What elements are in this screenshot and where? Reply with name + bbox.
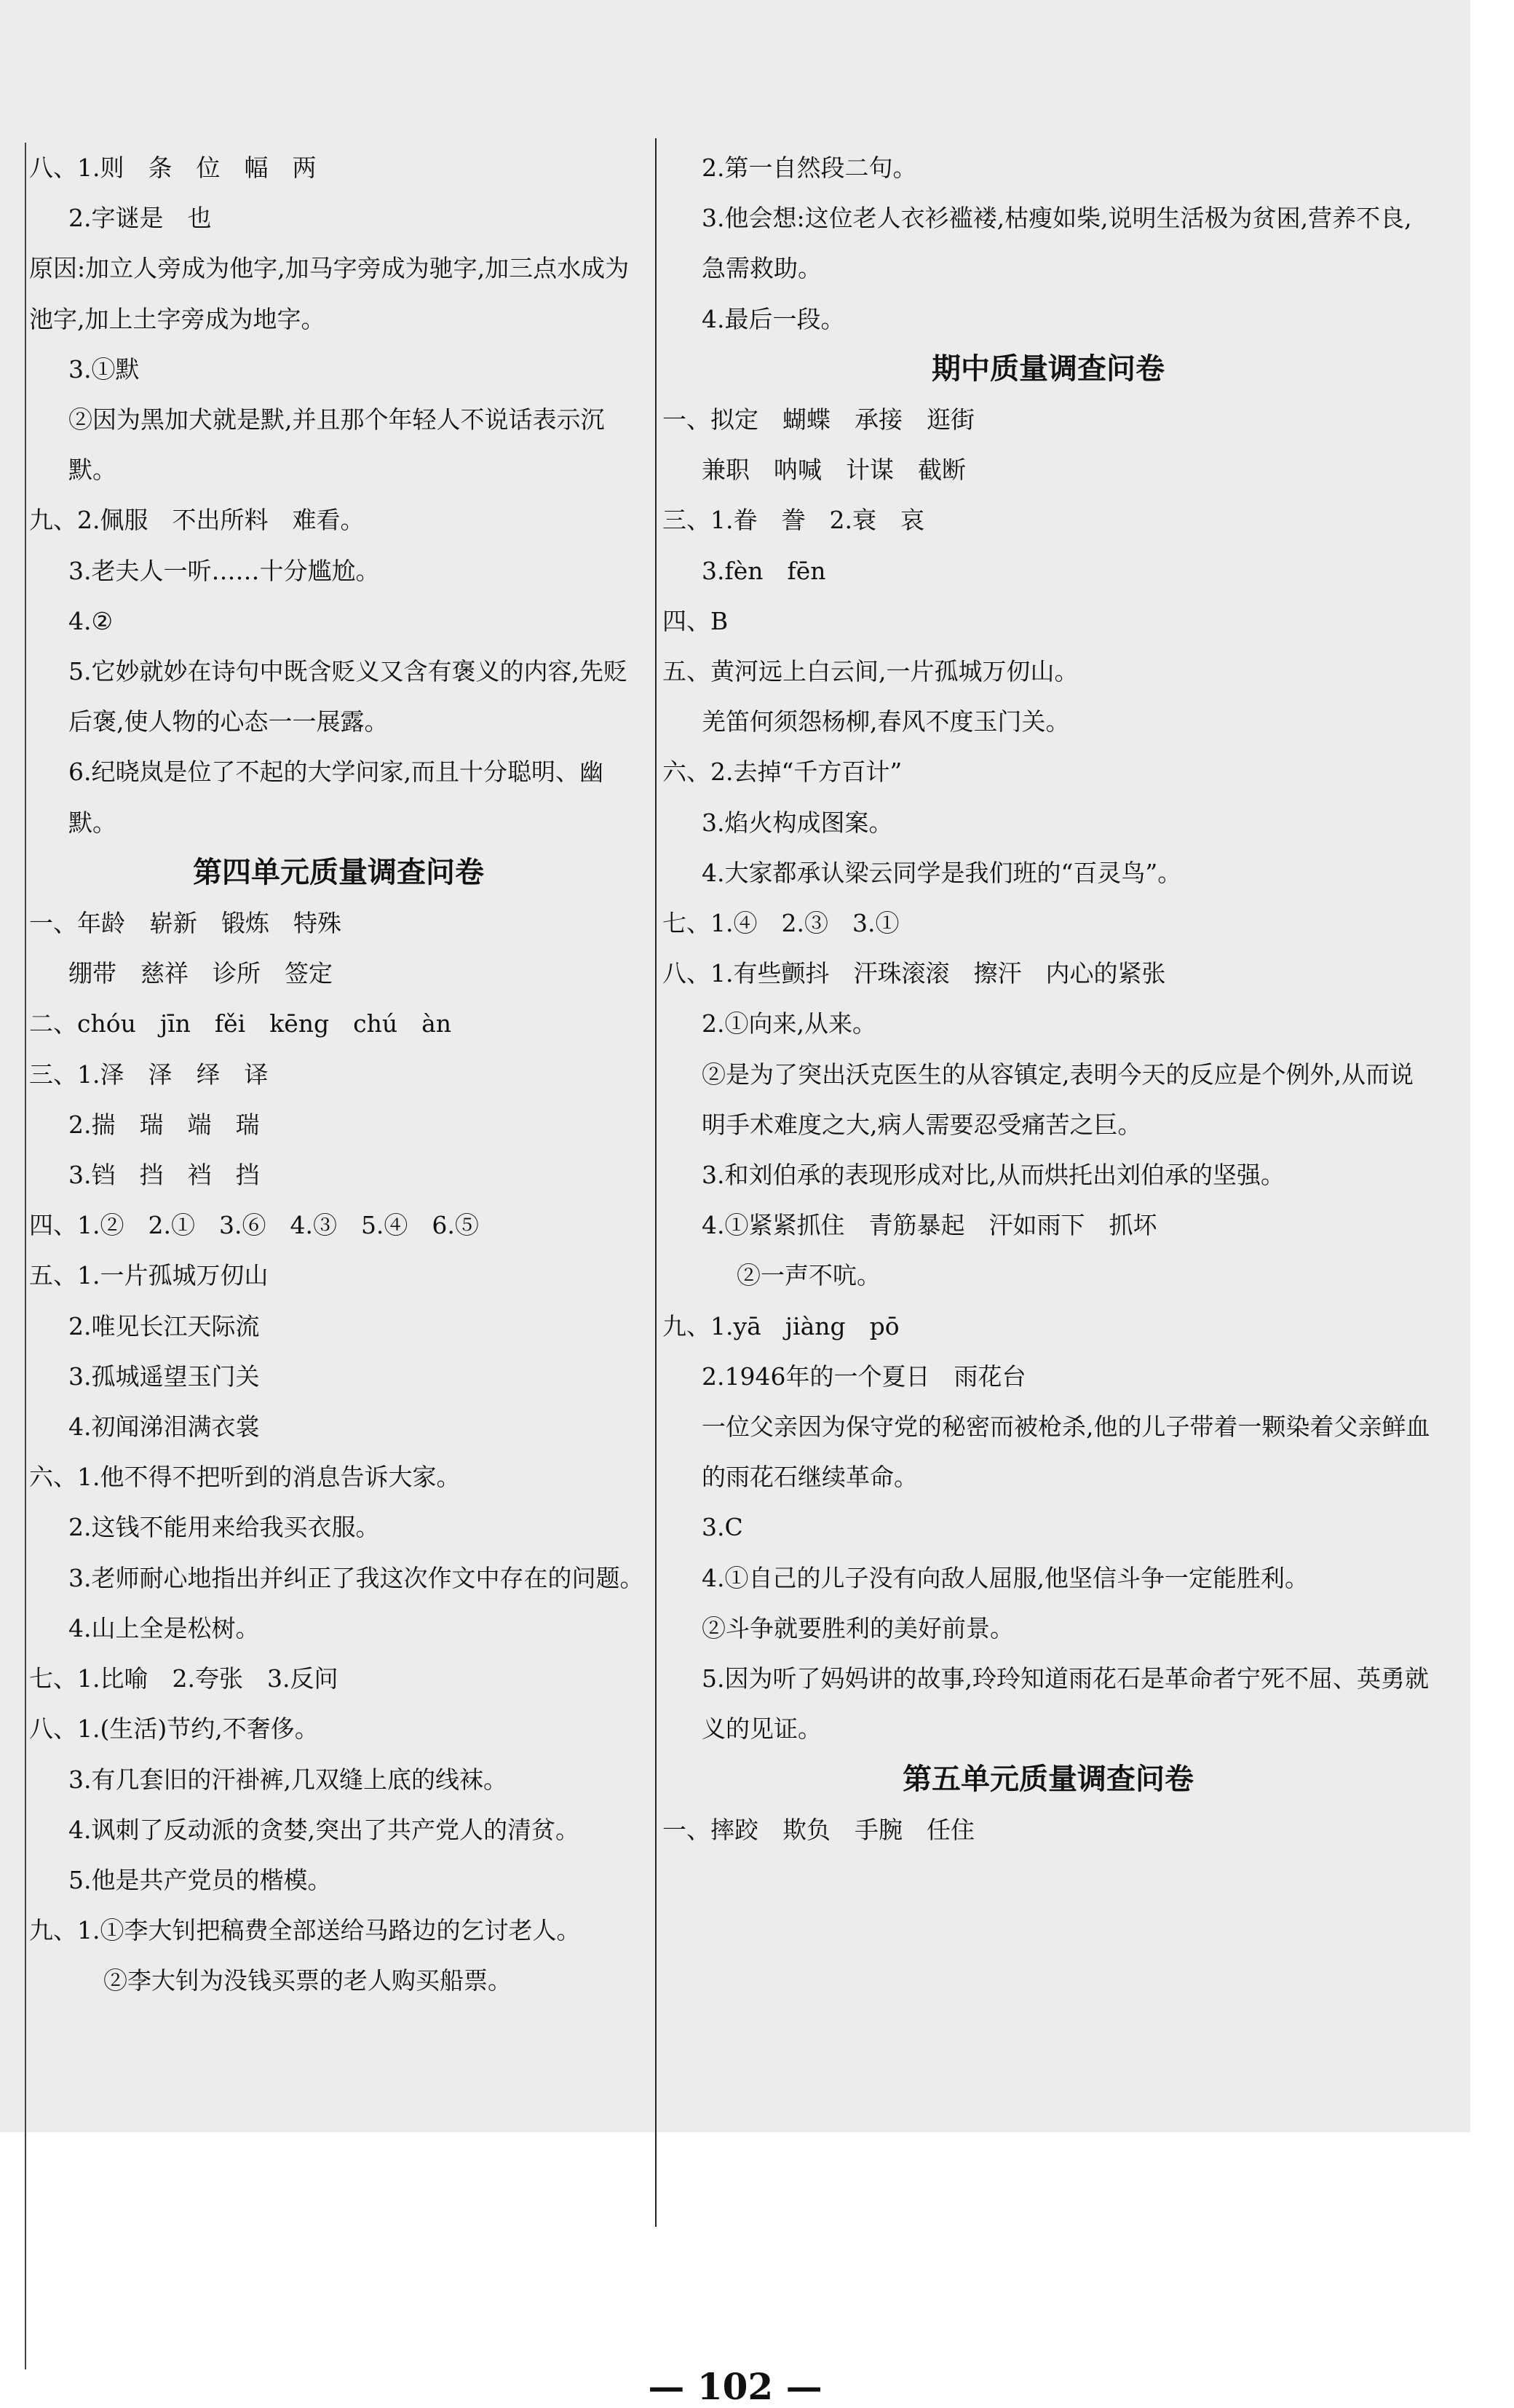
answer-line: 七、1.比喻 2.夸张 3.反问 <box>29 1664 338 1693</box>
page-number: — 102 — <box>648 2365 823 2408</box>
answer-paragraph: 原因:加立人旁成为他字,加马字旁成为驰字,加三点水成为池字,加上土字旁成为地字。 <box>29 254 630 333</box>
answer-line: 2.这钱不能用来给我买衣服。 <box>68 1513 380 1542</box>
answer-paragraph: 3.他会想:这位老人衣衫褴褛,枯瘦如柴,说明生活极为贫困,营养不良,急需救助。 <box>702 204 1412 283</box>
answer-paragraph: 3.和刘伯承的表现形成对比,从而烘托出刘伯承的坚强。 <box>702 1161 1285 1190</box>
answer-line: 3.有几套旧的汗褂裤,几双缝上底的线袜。 <box>68 1765 507 1794</box>
answer-line: 九、1.①李大钊把稿费全部送给马路边的乞讨老人。 <box>29 1916 581 1945</box>
answer-line: 一、年龄 崭新 锻炼 特殊 <box>29 909 341 938</box>
answer-line: 3.孤城遥望玉门关 <box>68 1362 260 1391</box>
answer-line: 4.最后一段。 <box>702 304 845 333</box>
answer-paragraph: 5.因为听了妈妈讲的故事,玲玲知道雨花石是革命者宁死不屈、英勇就义的见证。 <box>702 1664 1429 1744</box>
answer-line: 3.C <box>702 1513 743 1542</box>
section-heading: 第五单元质量调查问卷 <box>903 1762 1194 1796</box>
answer-line: 3.①默 <box>68 354 140 384</box>
answer-line: 四、1.② 2.① 3.⑥ 4.③ 5.④ 6.⑤ <box>29 1211 479 1240</box>
answer-line: 羌笛何须怨杨柳,春风不度玉门关。 <box>702 707 1070 736</box>
answer-line: 2.字谜是 也 <box>68 204 212 233</box>
answer-line: 4.讽刺了反动派的贪婪,突出了共产党人的清贫。 <box>68 1815 579 1844</box>
answer-line: 三、1.眷 誊 2.衰 哀 <box>662 506 924 535</box>
answer-line: ②李大钊为没钱买票的老人购买船票。 <box>103 1966 512 1995</box>
answer-line: 四、B <box>662 606 729 635</box>
answer-paragraph: 3.老师耐心地指出并纠正了我这次作文中存在的问题。 <box>68 1563 644 1592</box>
left-column <box>29 143 648 2006</box>
answer-line: 七、1.④ 2.③ 3.① <box>662 909 900 938</box>
answer-line: 3.焰火构成图案。 <box>702 808 893 837</box>
answer-line: 六、2.去掉“千方百计” <box>662 758 903 787</box>
answer-line: 2.①向来,从来。 <box>702 1009 876 1038</box>
answer-line: 2.揣 瑞 端 瑞 <box>68 1110 260 1139</box>
answer-line: 一、拟定 蝴蝶 承接 逛街 <box>662 405 975 434</box>
answer-line: 五、黄河远上白云间,一片孤城万仞山。 <box>662 657 1079 686</box>
answer-line: 绷带 慈祥 诊所 签定 <box>68 959 333 988</box>
answer-paragraph: ②因为黑加犬就是默,并且那个年轻人不说话表示沉默。 <box>68 405 605 485</box>
answer-line: 2.唯见长江天际流 <box>68 1311 260 1340</box>
answer-line: 兼职 呐喊 计谋 截断 <box>702 456 966 485</box>
answer-line: 4.大家都承认梁云同学是我们班的“百灵鸟”。 <box>702 858 1182 887</box>
answer-line: 3.老夫人一听……十分尴尬。 <box>68 556 380 585</box>
answer-line: 4.② <box>68 606 114 635</box>
section-heading: 期中质量调查问卷 <box>932 351 1165 386</box>
answer-line: ②一声不吭。 <box>737 1261 881 1290</box>
right-column <box>662 143 1434 1855</box>
section-heading: 第四单元质量调查问卷 <box>193 855 484 889</box>
answer-line: 二、chóu jīn fěi kēng chú àn <box>29 1009 452 1038</box>
answer-line: 三、1.泽 泽 绎 译 <box>29 1060 269 1089</box>
answer-paragraph: 5.它妙就妙在诗句中既含贬义又含有褒义的内容,先贬后褒,使人物的心态一一展露。 <box>68 657 627 736</box>
answer-line: 4.①紧紧抓住 青筋暴起 汗如雨下 抓坏 <box>702 1211 1157 1240</box>
answer-line: 九、1.yā jiàng pō <box>662 1311 900 1340</box>
answer-paragraph: ②是为了突出沃克医生的从容镇定,表明今天的反应是个例外,从而说明手术难度之大,病人需要忍受痛苦之巨。 <box>702 1060 1414 1139</box>
answer-line: 4.山上全是松树。 <box>68 1613 260 1642</box>
answer-paragraph: 一位父亲因为保守党的秘密而被枪杀,他的儿子带着一颗染着父亲鲜血的雨花石继续革命。 <box>702 1412 1430 1492</box>
answer-line: 2.1946年的一个夏日 雨花台 <box>702 1362 1026 1391</box>
answer-line: 5.他是共产党员的楷模。 <box>68 1865 332 1894</box>
answer-line: 一、摔跤 欺负 手腕 任住 <box>662 1815 975 1844</box>
answer-line: ②斗争就要胜利的美好前景。 <box>702 1613 1014 1642</box>
answer-line: 八、1.则 条 位 幅 两 <box>29 154 317 182</box>
answer-line: 六、1.他不得不把听到的消息告诉大家。 <box>29 1463 461 1492</box>
answer-line: 五、1.一片孤城万仞山 <box>29 1261 269 1290</box>
answer-line: 3.fèn fēn <box>702 556 826 585</box>
answer-line: 九、2.佩服 不出所料 难看。 <box>29 506 365 535</box>
answer-line: 3.铛 挡 裆 挡 <box>68 1161 260 1190</box>
answer-line: 八、1.(生活)节约,不奢侈。 <box>29 1714 319 1744</box>
column-divider <box>655 138 657 2227</box>
answer-line: 2.第一自然段二句。 <box>702 154 917 182</box>
answer-line: 八、1.有些颤抖 汗珠滚滚 擦汗 内心的紧张 <box>662 959 1166 988</box>
answer-paragraph: 6.纪晓岚是位了不起的大学问家,而且十分聪明、幽默。 <box>68 758 603 837</box>
left-margin-rule <box>25 143 26 2369</box>
answer-paragraph: 4.①自己的儿子没有向敌人屈服,他坚信斗争一定能胜利。 <box>702 1563 1309 1592</box>
answer-line: 4.初闻涕泪满衣裳 <box>68 1412 260 1442</box>
